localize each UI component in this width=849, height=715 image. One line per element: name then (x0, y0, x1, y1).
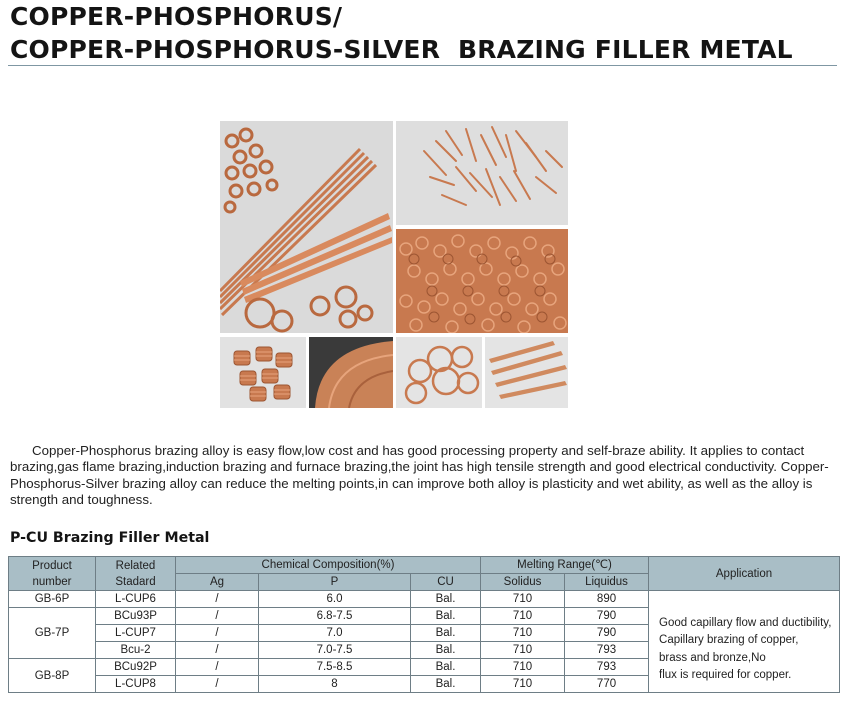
strips-photo (485, 337, 568, 408)
solidus-cell: 710 (481, 591, 565, 608)
p-header: P (259, 574, 411, 591)
standard-cell: BCu93P (96, 608, 176, 625)
cu-header: CU (411, 574, 481, 591)
p-cell: 7.5-8.5 (259, 659, 411, 676)
page-title (10, 0, 793, 66)
cu-cell: Bal. (411, 608, 481, 625)
application-spacer (649, 591, 840, 608)
liquidus-cell: 770 (565, 676, 649, 693)
melting-range-header: Melting Range(℃) (481, 557, 649, 574)
brazing-filler-metal-table (8, 556, 840, 693)
chemical-composition-header: Chemical Composition(%) (176, 557, 481, 574)
coil-springs-photo (220, 337, 306, 408)
product-description: Copper-Phosphorus brazing alloy is easy flow,low cost and has good processing property and self-braze ability. It applies to contact brazing,gas flame brazing,induction brazing and furnace brazing,the joint has high tensile strength and good electrical conductivity. Copper-Phosphorus-Silver brazing alloy can reduce the melting points,in can improve both alloy is plasticity and wet ability, as well as the alloy is strength and toughness. (10, 443, 829, 508)
p-cell: 8 (259, 676, 411, 693)
cu-cell: Bal. (411, 659, 481, 676)
table-row (9, 591, 840, 608)
product-photo-gallery (220, 121, 568, 408)
standard-cell: L-CUP6 (96, 591, 176, 608)
coil-springs-illustration (220, 337, 306, 408)
standard-cell: BCu92P (96, 659, 176, 676)
ag-cell: / (176, 608, 259, 625)
small-rings-pile-photo (396, 229, 568, 333)
rods-rings-strips-illustration (220, 121, 393, 333)
section-title: P-CU Brazing Filler Metal (10, 530, 210, 546)
solidus-cell: 710 (481, 625, 565, 642)
ag-cell: / (176, 642, 259, 659)
liquidus-cell: 790 (565, 625, 649, 642)
related-standard-header: Related Stadard (96, 557, 176, 591)
preform-rings-illustration (396, 337, 482, 408)
product-cell: GB-6P (9, 591, 96, 608)
p-cell: 7.0-7.5 (259, 642, 411, 659)
solidus-header: Solidus (481, 574, 565, 591)
ag-header: Ag (176, 574, 259, 591)
solidus-cell: 710 (481, 642, 565, 659)
liquidus-cell: 793 (565, 642, 649, 659)
p-cell: 6.8-7.5 (259, 608, 411, 625)
solidus-cell: 710 (481, 659, 565, 676)
liquidus-cell: 790 (565, 608, 649, 625)
cu-cell: Bal. (411, 676, 481, 693)
standard-cell: L-CUP8 (96, 676, 176, 693)
application-line: flux is required for copper. (659, 669, 792, 682)
ag-cell: / (176, 591, 259, 608)
application-line: Capillary brazing of copper, (659, 634, 799, 647)
p-cell: 7.0 (259, 625, 411, 642)
cu-cell: Bal. (411, 642, 481, 659)
application-cell (649, 608, 840, 693)
short-wire-pieces-photo (396, 121, 568, 225)
application-line: Good capillary flow and ductibility, (659, 616, 832, 629)
preform-rings-photo (396, 337, 482, 408)
solidus-cell: 710 (481, 608, 565, 625)
strips-illustration (485, 337, 568, 408)
ag-cell: / (176, 625, 259, 642)
standard-cell: L-CUP7 (96, 625, 176, 642)
wire-spool-illustration (309, 337, 393, 408)
title-line-1: COPPER-PHOSPHORUS/ (10, 2, 343, 31)
ag-cell: / (176, 659, 259, 676)
title-line-2: COPPER-PHOSPHORUS-SILVER BRAZING FILLER METAL (10, 35, 793, 64)
rings-pile-illustration (396, 229, 568, 333)
cu-cell: Bal. (411, 625, 481, 642)
p-cell: 6.0 (259, 591, 411, 608)
ag-cell: / (176, 676, 259, 693)
liquidus-cell: 890 (565, 591, 649, 608)
rods-rings-strips-photo (220, 121, 393, 333)
liquidus-cell: 793 (565, 659, 649, 676)
product-cell: GB-8P (9, 659, 96, 693)
standard-cell: Bcu-2 (96, 642, 176, 659)
application-header: Application (649, 557, 840, 591)
product-number-header: Product number (9, 557, 96, 591)
cu-cell: Bal. (411, 591, 481, 608)
liquidus-header: Liquidus (565, 574, 649, 591)
table-row (9, 608, 840, 625)
title-divider (8, 65, 837, 66)
wire-pieces-illustration (396, 121, 568, 225)
wire-spool-photo (309, 337, 393, 408)
application-line: brass and bronze,No (659, 651, 766, 664)
solidus-cell: 710 (481, 676, 565, 693)
product-cell: GB-7P (9, 608, 96, 659)
